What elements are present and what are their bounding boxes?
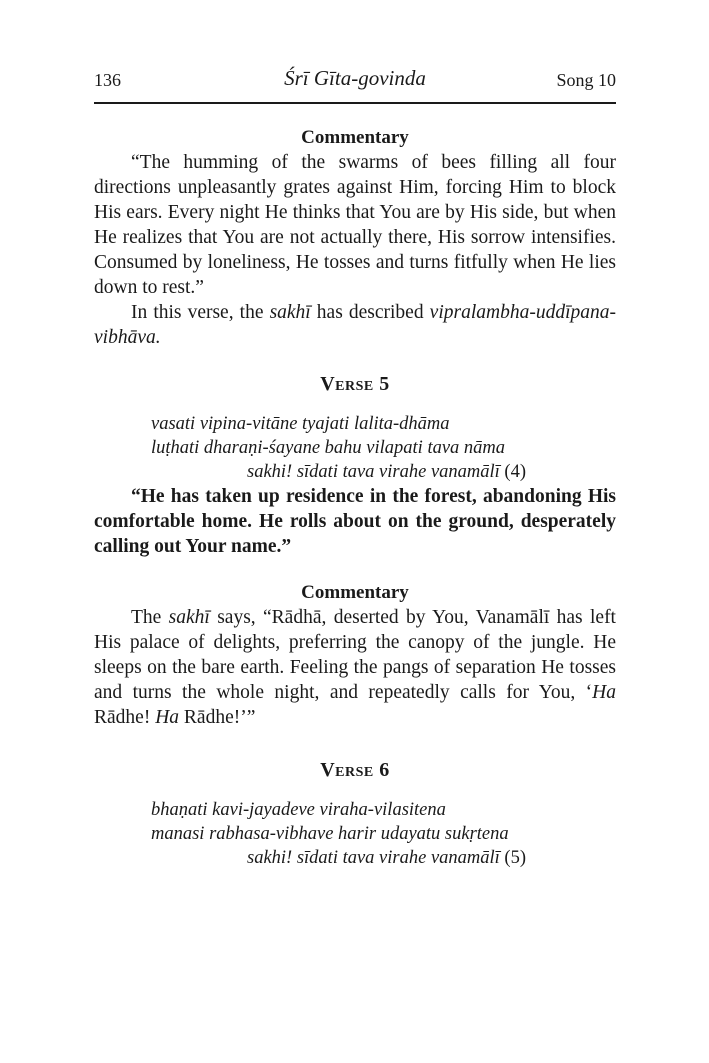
text-run: In this verse, the (131, 302, 270, 323)
term-ha: Ha (155, 707, 180, 728)
text-run: says, “Rādhā, deserted by You, Vanamālī has left His palace of delights, preferring the canopy of the jungle. He sleeps on the bare earth. Feeling the pangs of separation He tosses and turns the whole night, and repeatedly calls for You, ‘ (94, 607, 616, 703)
commentary-paragraph (94, 605, 616, 730)
verse-translation: “He has taken up residence in the forest, abandoning His comfortable home. He rolls about on the ground, desperately calling out Your name.” (94, 486, 616, 557)
verse-label-number: 5 (379, 373, 390, 395)
refrain-text: sakhi! sīdati tava virahe vanamālī (247, 848, 500, 868)
verse-label: Verse (320, 373, 374, 395)
term-sakhi: sakhī (269, 302, 311, 323)
running-header (94, 66, 616, 96)
verse-number: (5) (504, 848, 526, 868)
refrain-text: sakhi! sīdati tava virahe vanamālī (247, 462, 500, 482)
verse-refrain (151, 460, 616, 484)
verse-refrain (151, 846, 616, 870)
text-run: The (131, 607, 169, 628)
text-run: has described (310, 302, 430, 323)
verse-label-number: 6 (379, 759, 390, 781)
sanskrit-verse (151, 412, 616, 484)
header-rule (94, 102, 616, 104)
term-sakhi: sakhī (168, 607, 210, 628)
verse-label: Verse (320, 759, 374, 781)
verse-line: bhaṇati kavi-jayadeve viraha-vilasitena (151, 800, 446, 820)
book-page (94, 66, 616, 870)
commentary-paragraph: “The humming of the swarms of bees filling all four directions unpleasantly grates against Him, forcing Him to block His ears. Every night He thinks that You are by His side, but when He realizes that You are not actually there, His sorrow intensifies. Consumed by loneliness, He tosses and turns fitfully when He lies down to rest.” (94, 152, 616, 298)
verse-heading (94, 758, 616, 782)
text-run: Rādhe!’” (179, 707, 256, 728)
book-title: Śrī Gīta-govinda (284, 66, 426, 90)
verse-line: manasi rabhasa-vibhave harir udayatu sukṛtena (151, 824, 509, 844)
commentary-heading: Commentary (301, 582, 409, 603)
term-ha: Ha (592, 682, 616, 703)
song-label: Song 10 (556, 70, 616, 90)
verse-heading (94, 372, 616, 396)
sanskrit-verse (151, 798, 616, 870)
page-number: 136 (94, 70, 121, 90)
term-vipralambha: vipralambha-uddīpana-vibhāva. (94, 302, 616, 348)
commentary-heading: Commentary (301, 127, 409, 148)
commentary-paragraph (94, 300, 616, 350)
verse-line: luṭhati dharaṇi-śayane bahu vilapati tava nāma (151, 438, 506, 458)
text-run: Rādhe! (94, 707, 156, 728)
verse-number: (4) (504, 462, 526, 482)
verse-line: vasati vipina-vitāne tyajati lalita-dhāma (151, 414, 450, 434)
